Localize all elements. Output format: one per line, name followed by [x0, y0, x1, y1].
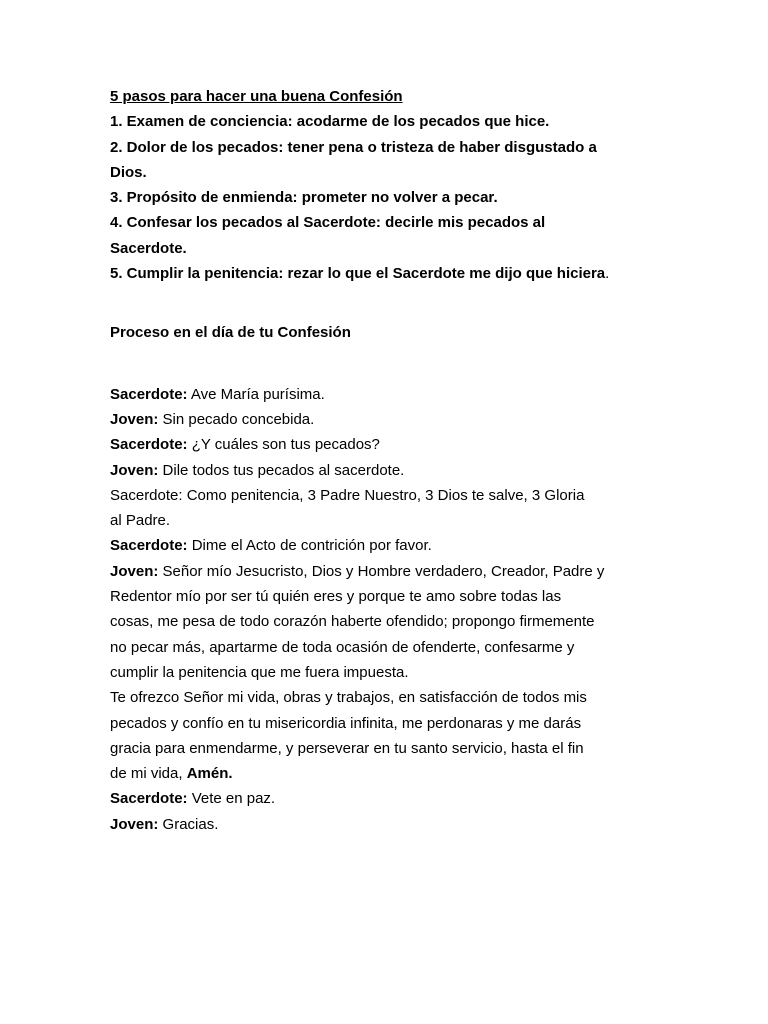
dialogue-line	[110, 635, 640, 660]
step-4-continued: Sacerdote.	[110, 239, 187, 257]
dialogue-text: ¿Y cuáles son tus pecados?	[187, 436, 380, 454]
process-heading: Proceso en el día de tu Confesión	[110, 324, 351, 342]
step-5-period: .	[605, 265, 610, 283]
dialogue-line	[110, 458, 640, 483]
dialogue-line	[110, 609, 640, 634]
step-2-continued: Dios.	[110, 163, 147, 181]
step-4: 4. Confesar los pecados al Sacerdote: decirle mis pecados al	[110, 214, 546, 232]
step-5-text: 5. Cumplir la penitencia: rezar lo que el Sacerdote me dijo que hiciera	[110, 265, 606, 283]
dialogue-text: Gracias.	[158, 815, 219, 833]
step-5	[110, 261, 640, 286]
speaker-label: Joven:	[110, 410, 159, 428]
dialogue-line	[110, 432, 640, 457]
speaker-label: Joven:	[110, 562, 159, 580]
dialogue-line	[110, 584, 640, 609]
dialogue-text: de mi vida,	[110, 765, 187, 783]
document-page	[110, 84, 640, 837]
speaker-label: Joven:	[110, 815, 159, 833]
step-3: 3. Propósito de enmienda: prometer no volver a pecar.	[110, 189, 498, 207]
dialogue-line	[110, 812, 640, 837]
dialogue-line	[110, 382, 640, 407]
dialogue	[110, 382, 640, 837]
dialogue-text: gracia para enmendarme, y perseverar en tu santo servicio, hasta el fin	[110, 739, 584, 757]
speaker-label: Joven:	[110, 461, 159, 479]
dialogue-line	[110, 786, 640, 811]
dialogue-line	[110, 407, 640, 432]
dialogue-text: no pecar más, apartarme de toda ocasión de ofenderte, confesarme y	[110, 638, 575, 656]
amen-text: Amén.	[186, 765, 233, 783]
dialogue-line	[110, 761, 640, 786]
dialogue-line	[110, 483, 640, 508]
speaker-label: Sacerdote:	[110, 790, 188, 808]
dialogue-text: cosas, me pesa de todo corazón haberte ofendido; propongo firmemente	[110, 613, 595, 631]
dialogue-text: Vete en paz.	[187, 790, 276, 808]
dialogue-text: Dile todos tus pecados al sacerdote.	[158, 461, 405, 479]
steps-heading: 5 pasos para hacer una buena Confesión	[110, 88, 403, 105]
dialogue-line	[110, 559, 640, 584]
dialogue-line	[110, 685, 640, 710]
dialogue-text: cumplir la penitencia que me fuera impuesta.	[110, 663, 409, 681]
dialogue-line	[110, 711, 640, 736]
dialogue-line	[110, 533, 640, 558]
dialogue-text: Ave María purísima.	[187, 385, 325, 403]
dialogue-text: Sin pecado concebida.	[158, 410, 315, 428]
dialogue-line	[110, 660, 640, 685]
speaker-label: Sacerdote:	[110, 436, 188, 454]
step-1: 1. Examen de conciencia: acodarme de los pecados que hice.	[110, 113, 550, 131]
dialogue-text: Sacerdote: Como penitencia, 3 Padre Nuestro, 3 Dios te salve, 3 Gloria	[110, 486, 585, 504]
step-2: 2. Dolor de los pecados: tener pena o tristeza de haber disgustado a	[110, 138, 597, 156]
dialogue-line	[110, 736, 640, 761]
speaker-label: Sacerdote:	[110, 385, 188, 403]
dialogue-text: Redentor mío por ser tú quién eres y porque te amo sobre todas las	[110, 588, 562, 606]
dialogue-line	[110, 508, 640, 533]
dialogue-text: Dime el Acto de contrición por favor.	[187, 537, 432, 555]
dialogue-text: al Padre.	[110, 512, 171, 530]
dialogue-text: pecados y confío en tu misericordia infinita, me perdonaras y me darás	[110, 714, 582, 732]
dialogue-text: Te ofrezco Señor mi vida, obras y trabajos, en satisfacción de todos mis	[110, 689, 587, 707]
dialogue-text: Señor mío Jesucristo, Dios y Hombre verdadero, Creador, Padre y	[158, 562, 605, 580]
speaker-label: Sacerdote:	[110, 537, 188, 555]
